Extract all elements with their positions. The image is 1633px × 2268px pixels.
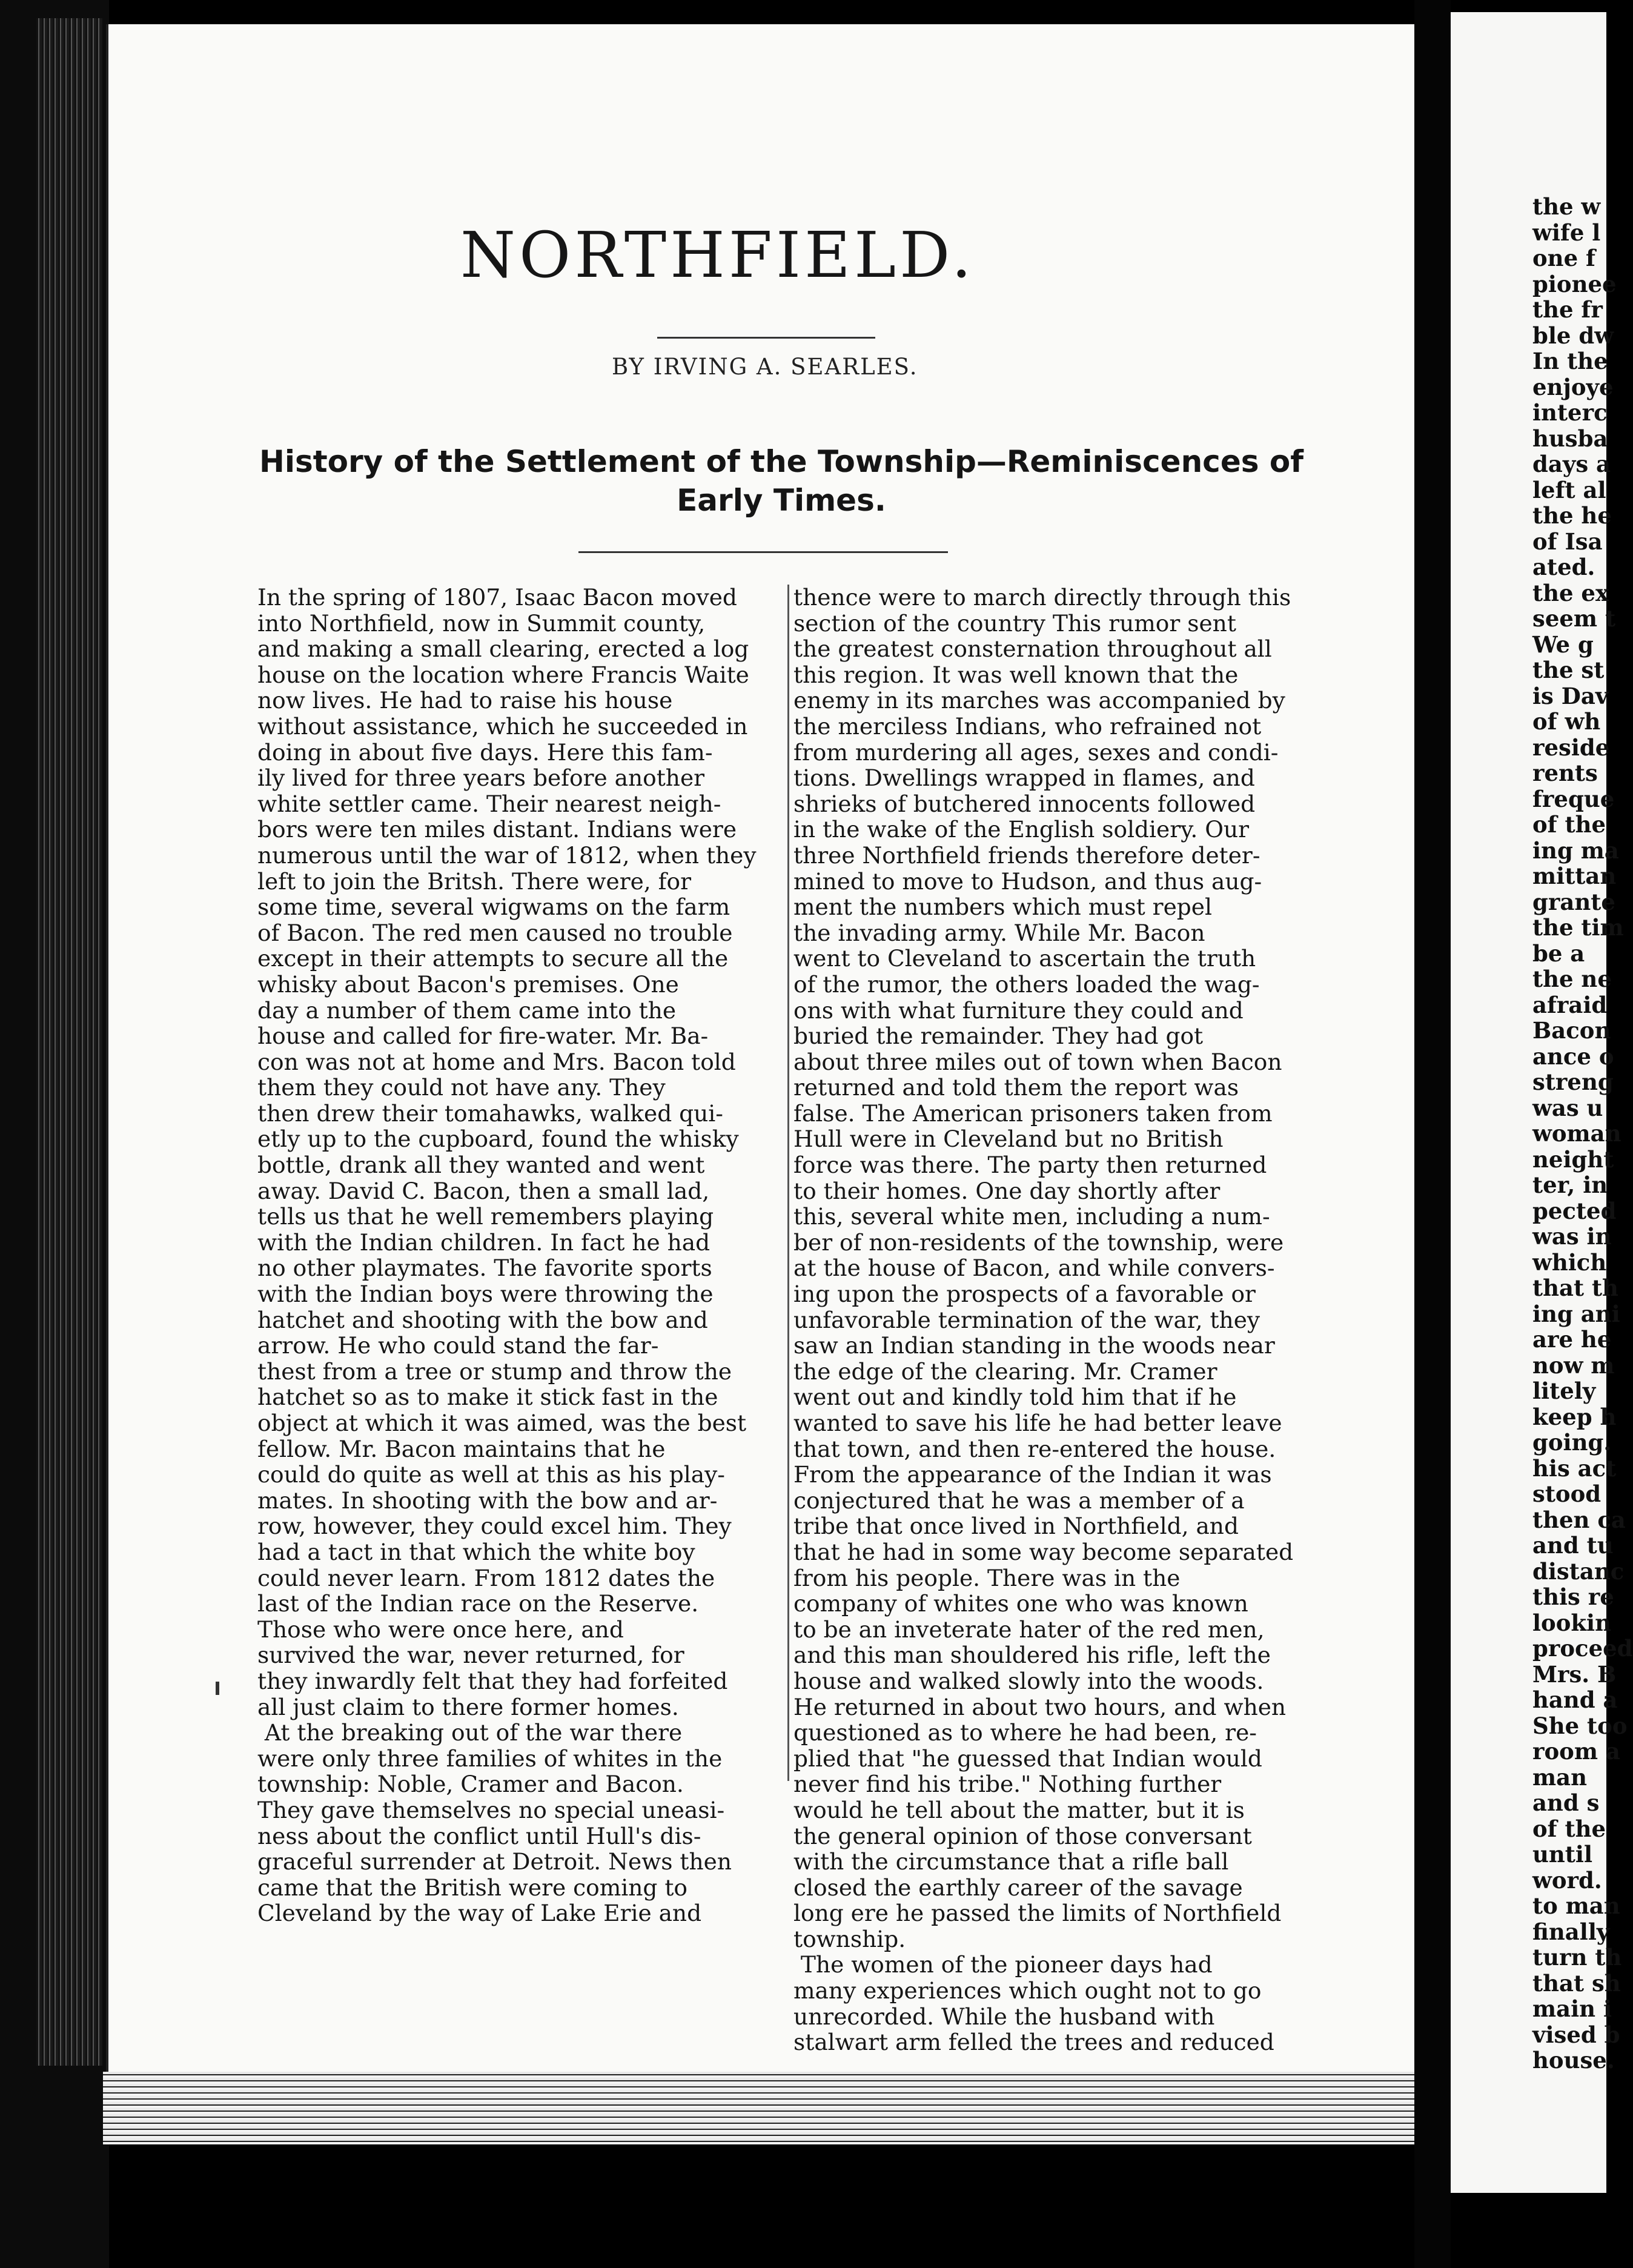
page-gutter bbox=[1414, 0, 1451, 2268]
article-title: NORTHFIELD. bbox=[460, 218, 975, 292]
page-edges bbox=[36, 18, 103, 2066]
article-byline: BY IRVING A. SEARLES. bbox=[612, 354, 918, 380]
article-subhead: History of the Settlement of the Township—Reminiscences of Early Times. bbox=[259, 444, 1303, 518]
margin-mark bbox=[216, 1682, 219, 1695]
title-rule bbox=[657, 337, 875, 339]
column-divider bbox=[787, 585, 789, 1781]
subhead-rule bbox=[578, 551, 948, 553]
page-bottom-edges bbox=[103, 2072, 1436, 2144]
right-page-column-fragment: the w wife l one f pionee the fr ble dw In the enjoye interc husba days a left al the he of Isa ated. the ex seem t We g the st is Dav of wh reside rents freque of the ing ma mittan grante the tim be a the ne afraid Bacon ance o streng was u woman neight ter, in pected was in which that th ing ani are he now m litely keep h going. his act stood then ca and tu distanc this re lookin proceed Mrs. B hand a She too room a man and s of the until word. to man finally turn th that sh main i vised b house. bbox=[1532, 193, 1633, 2074]
right-page bbox=[1451, 12, 1633, 2193]
article-column-2: thence were to march directly through this section of the country This rumor sent the greatest consternation throughout all this region. It was well known that the enemy in its marches was accompanied by the merciless Indians, who refrained not from murdering all ages, sexes and condi- tions. Dwellings wrapped in flames, and shrieks of butchered innocents followed in the wake of the English soldiery. Our three Northfield friends therefore deter- mined to move to Hudson, and thus aug- ment the numbers which must repel the invading army. While Mr. Bacon went to Cleveland to ascertain the truth of the rumor, the others loaded the wag- ons with what furniture they could and buried the remainder. They had got about three miles out of town when Bacon returned and told them the report was false. The American prisoners taken from Hull were in Cleveland but no British force was there. The party then returned to their homes. One day shortly after this, several white men, including a num- ber of non-residents of the township, were at the house of Bacon, and while convers- ing upon the prospects of a favorable or unfavorable termination of the war, they saw an Indian standing in the woods near the edge of the clearing. Mr. Cramer went out and kindly told him that if he wanted to save his life he had better leave that town, and then re-entered the house. From the appearance of the Indian it was conjectured that he was a member of a tribe that once lived in Northfield, and that he had in some way become separated from his people. There was in the company of whites one who was known to be an inveterate hater of the red men, and this man shouldered his rifle, left the house and walked slowly into the woods. He returned in about two hours, and when questioned as to where he had been, re- plied that "he guessed that Indian would never find his tribe." Nothing further would he tell about the matter, but it is the general opinion of those conversant with the circumstance that a rifle ball closed the earthly career of the savage long ere he passed the limits of Northfield township. The women of the pioneer days had many experiences which ought not to go unrecorded. While the husband with stalwart arm felled the trees and reduced bbox=[793, 584, 1294, 2056]
article-column-1: In the spring of 1807, Isaac Bacon moved into Northfield, now in Summit county, and making a small clearing, erected a log house on the location where Francis Waite now lives. He had to raise his house without assistance, which he succeeded in doing in about five days. Here this fam- ily lived for three years before another white settler came. Their nearest neigh- bors were ten miles distant. Indians were numerous until the war of 1812, when they left to join the Britsh. There were, for some time, several wigwams on the farm of Bacon. The red men caused no trouble except in their attempts to secure all the whisky about Bacon's premises. One day a number of them came into the house and called for fire-water. Mr. Ba- con was not at home and Mrs. Bacon told them they could not have any. They then drew their tomahawks, walked qui- etly up to the cupboard, found the whisky bottle, drank all they wanted and went away. David C. Bacon, then a small lad, tells us that he well remembers playing with the Indian children. In fact he had no other playmates. The favorite sports with the Indian boys were throwing the hatchet and shooting with the bow and arrow. He who could stand the far- thest from a tree or stump and throw the hatchet so as to make it stick fast in the object at which it was aimed, was the best fellow. Mr. Bacon maintains that he could do quite as well at this as his play- mates. In shooting with the bow and ar- row, however, they could excel him. They had a tact in that which the white boy could never learn. From 1812 dates the last of the Indian race on the Reserve. Those who were once here, and survived the war, never returned, for they inwardly felt that they had forfeited all just claim to there former homes. At the breaking out of the war there were only three families of whites in the township: Noble, Cramer and Bacon. They gave themselves no special uneasi- ness about the conflict until Hull's dis- graceful surrender at Detroit. News then came that the British were coming to Cleveland by the way of Lake Erie and bbox=[257, 584, 757, 1927]
